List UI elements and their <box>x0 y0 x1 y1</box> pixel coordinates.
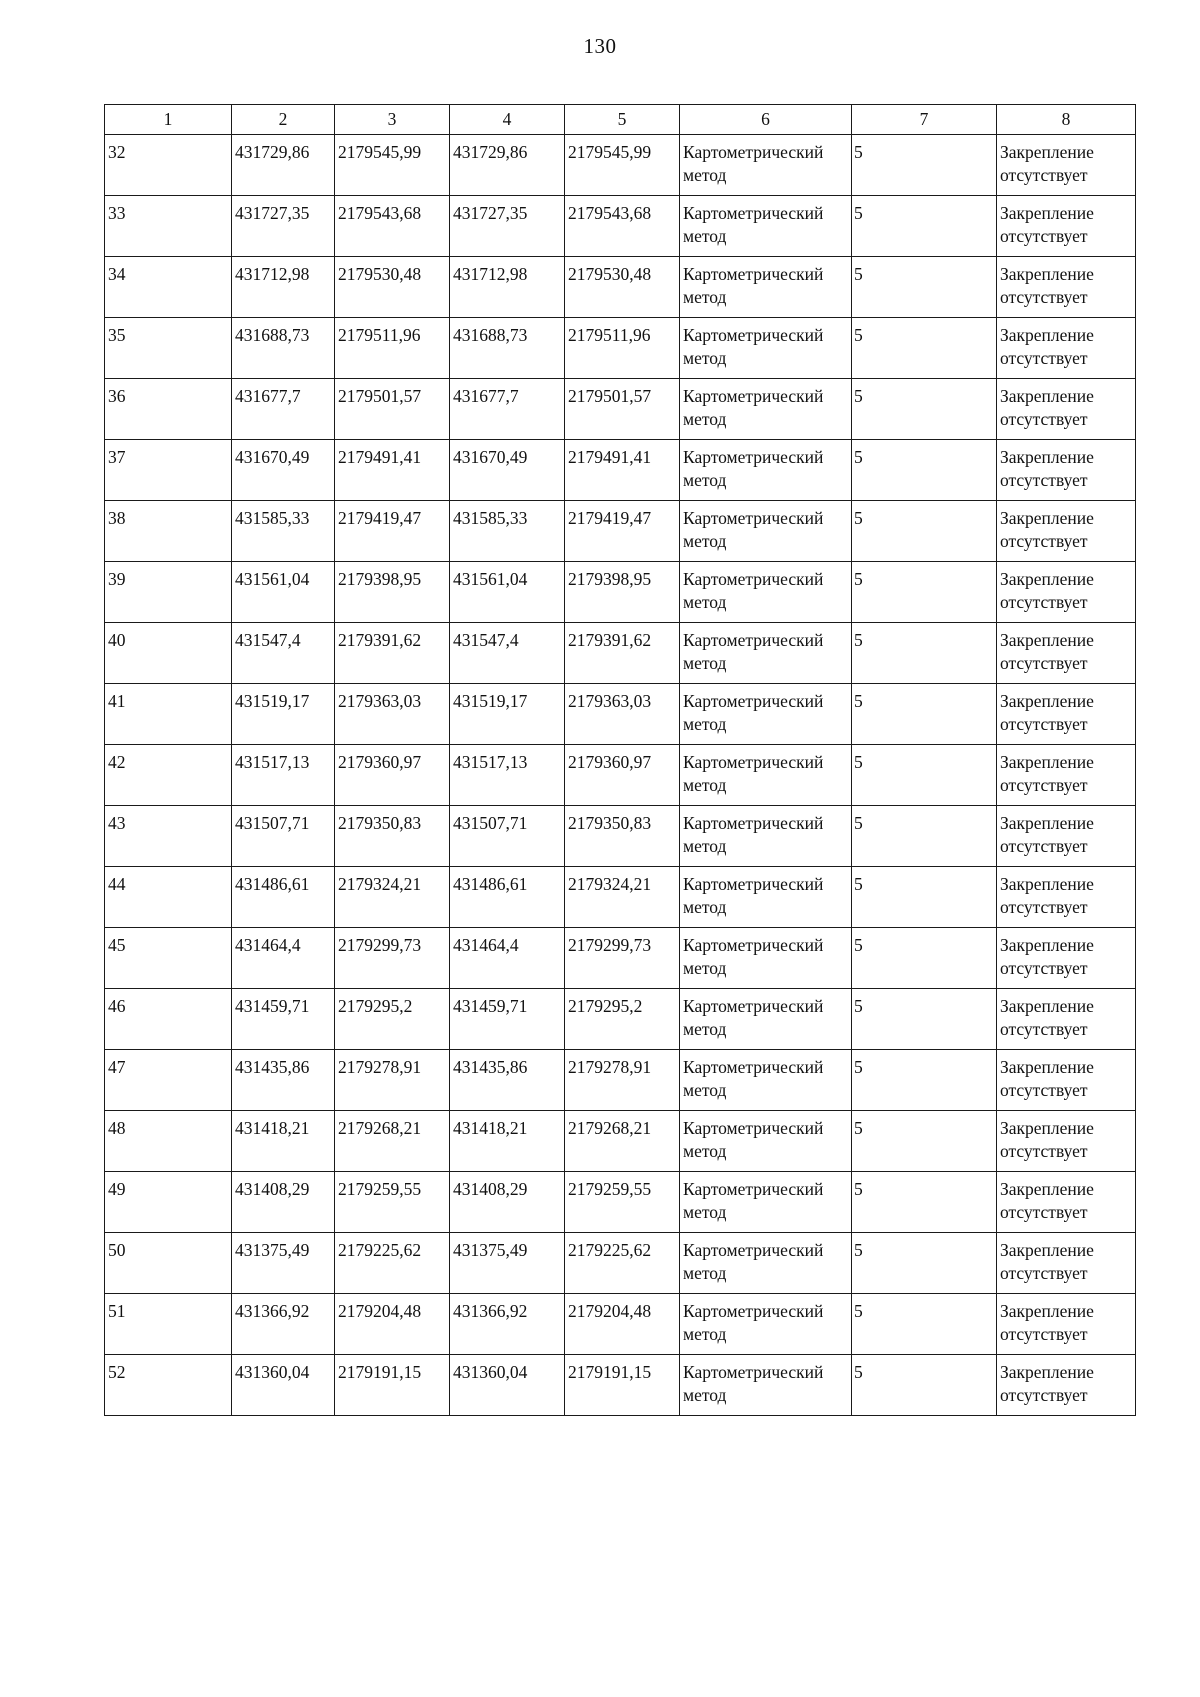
x-coordinate-cell: 431517,13 <box>450 745 565 806</box>
accuracy-cell: 5 <box>852 806 997 867</box>
y-coordinate-cell: 2179324,21 <box>565 867 680 928</box>
point-number-cell: 46 <box>105 989 232 1050</box>
accuracy-cell: 5 <box>852 440 997 501</box>
accuracy-cell: 5 <box>852 745 997 806</box>
table-row <box>105 257 1136 318</box>
y-coordinate-cell: 2179350,83 <box>335 806 450 867</box>
point-number-cell: 43 <box>105 806 232 867</box>
x-coordinate-cell: 431459,71 <box>232 989 335 1050</box>
table-row <box>105 989 1136 1050</box>
x-coordinate-cell: 431561,04 <box>450 562 565 623</box>
accuracy-cell: 5 <box>852 562 997 623</box>
y-coordinate-cell: 2179360,97 <box>565 745 680 806</box>
y-coordinate-cell: 2179204,48 <box>565 1294 680 1355</box>
method-cell: Картометрический метод <box>680 989 852 1050</box>
method-cell: Картометрический метод <box>680 562 852 623</box>
x-coordinate-cell: 431507,71 <box>450 806 565 867</box>
table-row <box>105 379 1136 440</box>
x-coordinate-cell: 431712,98 <box>450 257 565 318</box>
x-coordinate-cell: 431459,71 <box>450 989 565 1050</box>
point-number-cell: 49 <box>105 1172 232 1233</box>
y-coordinate-cell: 2179278,91 <box>335 1050 450 1111</box>
y-coordinate-cell: 2179398,95 <box>335 562 450 623</box>
x-coordinate-cell: 431677,7 <box>450 379 565 440</box>
method-cell: Картометрический метод <box>680 623 852 684</box>
x-coordinate-cell: 431547,4 <box>450 623 565 684</box>
table-row <box>105 1111 1136 1172</box>
x-coordinate-cell: 431435,86 <box>232 1050 335 1111</box>
fixation-cell: Закрепление отсутствует <box>997 867 1136 928</box>
x-coordinate-cell: 431435,86 <box>450 1050 565 1111</box>
fixation-cell: Закрепление отсутствует <box>997 379 1136 440</box>
y-coordinate-cell: 2179350,83 <box>565 806 680 867</box>
x-coordinate-cell: 431507,71 <box>232 806 335 867</box>
point-number-cell: 36 <box>105 379 232 440</box>
x-coordinate-cell: 431547,4 <box>232 623 335 684</box>
y-coordinate-cell: 2179324,21 <box>335 867 450 928</box>
fixation-cell: Закрепление отсутствует <box>997 1233 1136 1294</box>
x-coordinate-cell: 431519,17 <box>232 684 335 745</box>
x-coordinate-cell: 431464,4 <box>450 928 565 989</box>
accuracy-cell: 5 <box>852 1294 997 1355</box>
y-coordinate-cell: 2179268,21 <box>335 1111 450 1172</box>
accuracy-cell: 5 <box>852 318 997 379</box>
y-coordinate-cell: 2179543,68 <box>335 196 450 257</box>
point-number-cell: 34 <box>105 257 232 318</box>
method-cell: Картометрический метод <box>680 806 852 867</box>
fixation-cell: Закрепление отсутствует <box>997 1294 1136 1355</box>
point-number-cell: 51 <box>105 1294 232 1355</box>
accuracy-cell: 5 <box>852 1355 997 1416</box>
method-cell: Картометрический метод <box>680 684 852 745</box>
fixation-cell: Закрепление отсутствует <box>997 928 1136 989</box>
fixation-cell: Закрепление отсутствует <box>997 623 1136 684</box>
fixation-cell: Закрепление отсутствует <box>997 684 1136 745</box>
y-coordinate-cell: 2179419,47 <box>565 501 680 562</box>
y-coordinate-cell: 2179225,62 <box>335 1233 450 1294</box>
point-number-cell: 39 <box>105 562 232 623</box>
y-coordinate-cell: 2179398,95 <box>565 562 680 623</box>
point-number-cell: 37 <box>105 440 232 501</box>
x-coordinate-cell: 431486,61 <box>232 867 335 928</box>
x-coordinate-cell: 431729,86 <box>450 135 565 196</box>
table-row <box>105 623 1136 684</box>
fixation-cell: Закрепление отсутствует <box>997 440 1136 501</box>
header-cell: 8 <box>997 105 1136 135</box>
point-number-cell: 35 <box>105 318 232 379</box>
method-cell: Картометрический метод <box>680 867 852 928</box>
x-coordinate-cell: 431360,04 <box>450 1355 565 1416</box>
fixation-cell: Закрепление отсутствует <box>997 1050 1136 1111</box>
table-body <box>105 135 1136 1416</box>
fixation-cell: Закрепление отсутствует <box>997 562 1136 623</box>
x-coordinate-cell: 431688,73 <box>450 318 565 379</box>
accuracy-cell: 5 <box>852 684 997 745</box>
method-cell: Картометрический метод <box>680 1172 852 1233</box>
table-row <box>105 684 1136 745</box>
accuracy-cell: 5 <box>852 989 997 1050</box>
method-cell: Картометрический метод <box>680 440 852 501</box>
accuracy-cell: 5 <box>852 257 997 318</box>
table-row <box>105 1355 1136 1416</box>
table-row <box>105 1233 1136 1294</box>
method-cell: Картометрический метод <box>680 1355 852 1416</box>
accuracy-cell: 5 <box>852 196 997 257</box>
y-coordinate-cell: 2179299,73 <box>565 928 680 989</box>
method-cell: Картометрический метод <box>680 318 852 379</box>
method-cell: Картометрический метод <box>680 257 852 318</box>
y-coordinate-cell: 2179419,47 <box>335 501 450 562</box>
y-coordinate-cell: 2179360,97 <box>335 745 450 806</box>
fixation-cell: Закрепление отсутствует <box>997 806 1136 867</box>
fixation-cell: Закрепление отсутствует <box>997 745 1136 806</box>
fixation-cell: Закрепление отсутствует <box>997 257 1136 318</box>
x-coordinate-cell: 431408,29 <box>232 1172 335 1233</box>
header-row <box>105 105 1136 135</box>
point-number-cell: 33 <box>105 196 232 257</box>
x-coordinate-cell: 431464,4 <box>232 928 335 989</box>
x-coordinate-cell: 431670,49 <box>450 440 565 501</box>
accuracy-cell: 5 <box>852 135 997 196</box>
method-cell: Картометрический метод <box>680 135 852 196</box>
fixation-cell: Закрепление отсутствует <box>997 196 1136 257</box>
fixation-cell: Закрепление отсутствует <box>997 989 1136 1050</box>
coordinates-table <box>104 104 1136 1416</box>
point-number-cell: 52 <box>105 1355 232 1416</box>
y-coordinate-cell: 2179278,91 <box>565 1050 680 1111</box>
table-row <box>105 745 1136 806</box>
y-coordinate-cell: 2179268,21 <box>565 1111 680 1172</box>
point-number-cell: 45 <box>105 928 232 989</box>
x-coordinate-cell: 431712,98 <box>232 257 335 318</box>
table-row <box>105 1050 1136 1111</box>
accuracy-cell: 5 <box>852 867 997 928</box>
fixation-cell: Закрепление отсутствует <box>997 1111 1136 1172</box>
table-row <box>105 135 1136 196</box>
x-coordinate-cell: 431418,21 <box>450 1111 565 1172</box>
accuracy-cell: 5 <box>852 623 997 684</box>
header-cell: 7 <box>852 105 997 135</box>
accuracy-cell: 5 <box>852 501 997 562</box>
y-coordinate-cell: 2179545,99 <box>335 135 450 196</box>
header-cell: 6 <box>680 105 852 135</box>
y-coordinate-cell: 2179543,68 <box>565 196 680 257</box>
accuracy-cell: 5 <box>852 1172 997 1233</box>
x-coordinate-cell: 431688,73 <box>232 318 335 379</box>
method-cell: Картометрический метод <box>680 379 852 440</box>
accuracy-cell: 5 <box>852 928 997 989</box>
y-coordinate-cell: 2179530,48 <box>335 257 450 318</box>
y-coordinate-cell: 2179225,62 <box>565 1233 680 1294</box>
y-coordinate-cell: 2179191,15 <box>335 1355 450 1416</box>
point-number-cell: 44 <box>105 867 232 928</box>
x-coordinate-cell: 431727,35 <box>232 196 335 257</box>
x-coordinate-cell: 431585,33 <box>232 501 335 562</box>
x-coordinate-cell: 431561,04 <box>232 562 335 623</box>
table-row <box>105 867 1136 928</box>
table-row <box>105 806 1136 867</box>
accuracy-cell: 5 <box>852 1111 997 1172</box>
table-row <box>105 562 1136 623</box>
x-coordinate-cell: 431519,17 <box>450 684 565 745</box>
y-coordinate-cell: 2179259,55 <box>565 1172 680 1233</box>
x-coordinate-cell: 431375,49 <box>450 1233 565 1294</box>
table-row <box>105 440 1136 501</box>
table-row <box>105 928 1136 989</box>
fixation-cell: Закрепление отсутствует <box>997 318 1136 379</box>
y-coordinate-cell: 2179511,96 <box>565 318 680 379</box>
point-number-cell: 41 <box>105 684 232 745</box>
table-row <box>105 501 1136 562</box>
point-number-cell: 50 <box>105 1233 232 1294</box>
page-number: 130 <box>583 34 617 58</box>
y-coordinate-cell: 2179391,62 <box>565 623 680 684</box>
method-cell: Картометрический метод <box>680 196 852 257</box>
point-number-cell: 40 <box>105 623 232 684</box>
method-cell: Картометрический метод <box>680 928 852 989</box>
x-coordinate-cell: 431360,04 <box>232 1355 335 1416</box>
x-coordinate-cell: 431418,21 <box>232 1111 335 1172</box>
y-coordinate-cell: 2179204,48 <box>335 1294 450 1355</box>
y-coordinate-cell: 2179191,15 <box>565 1355 680 1416</box>
accuracy-cell: 5 <box>852 1050 997 1111</box>
point-number-cell: 48 <box>105 1111 232 1172</box>
y-coordinate-cell: 2179295,2 <box>335 989 450 1050</box>
accuracy-cell: 5 <box>852 1233 997 1294</box>
method-cell: Картометрический метод <box>680 745 852 806</box>
y-coordinate-cell: 2179363,03 <box>565 684 680 745</box>
x-coordinate-cell: 431366,92 <box>450 1294 565 1355</box>
header-cell: 1 <box>105 105 232 135</box>
table-row <box>105 196 1136 257</box>
y-coordinate-cell: 2179259,55 <box>335 1172 450 1233</box>
y-coordinate-cell: 2179391,62 <box>335 623 450 684</box>
fixation-cell: Закрепление отсутствует <box>997 501 1136 562</box>
y-coordinate-cell: 2179491,41 <box>335 440 450 501</box>
point-number-cell: 38 <box>105 501 232 562</box>
method-cell: Картометрический метод <box>680 1050 852 1111</box>
x-coordinate-cell: 431729,86 <box>232 135 335 196</box>
method-cell: Картометрический метод <box>680 1294 852 1355</box>
method-cell: Картометрический метод <box>680 1233 852 1294</box>
point-number-cell: 47 <box>105 1050 232 1111</box>
x-coordinate-cell: 431677,7 <box>232 379 335 440</box>
table-row <box>105 1294 1136 1355</box>
point-number-cell: 32 <box>105 135 232 196</box>
method-cell: Картометрический метод <box>680 501 852 562</box>
y-coordinate-cell: 2179545,99 <box>565 135 680 196</box>
x-coordinate-cell: 431375,49 <box>232 1233 335 1294</box>
header-cell: 3 <box>335 105 450 135</box>
x-coordinate-cell: 431366,92 <box>232 1294 335 1355</box>
header-cell: 4 <box>450 105 565 135</box>
x-coordinate-cell: 431408,29 <box>450 1172 565 1233</box>
x-coordinate-cell: 431727,35 <box>450 196 565 257</box>
method-cell: Картометрический метод <box>680 1111 852 1172</box>
y-coordinate-cell: 2179501,57 <box>565 379 680 440</box>
y-coordinate-cell: 2179491,41 <box>565 440 680 501</box>
header-cell: 2 <box>232 105 335 135</box>
header-cell: 5 <box>565 105 680 135</box>
y-coordinate-cell: 2179501,57 <box>335 379 450 440</box>
x-coordinate-cell: 431670,49 <box>232 440 335 501</box>
table-row <box>105 1172 1136 1233</box>
fixation-cell: Закрепление отсутствует <box>997 135 1136 196</box>
fixation-cell: Закрепление отсутствует <box>997 1355 1136 1416</box>
table-row <box>105 318 1136 379</box>
x-coordinate-cell: 431585,33 <box>450 501 565 562</box>
y-coordinate-cell: 2179299,73 <box>335 928 450 989</box>
point-number-cell: 42 <box>105 745 232 806</box>
y-coordinate-cell: 2179295,2 <box>565 989 680 1050</box>
x-coordinate-cell: 431517,13 <box>232 745 335 806</box>
accuracy-cell: 5 <box>852 379 997 440</box>
y-coordinate-cell: 2179530,48 <box>565 257 680 318</box>
y-coordinate-cell: 2179363,03 <box>335 684 450 745</box>
fixation-cell: Закрепление отсутствует <box>997 1172 1136 1233</box>
x-coordinate-cell: 431486,61 <box>450 867 565 928</box>
y-coordinate-cell: 2179511,96 <box>335 318 450 379</box>
